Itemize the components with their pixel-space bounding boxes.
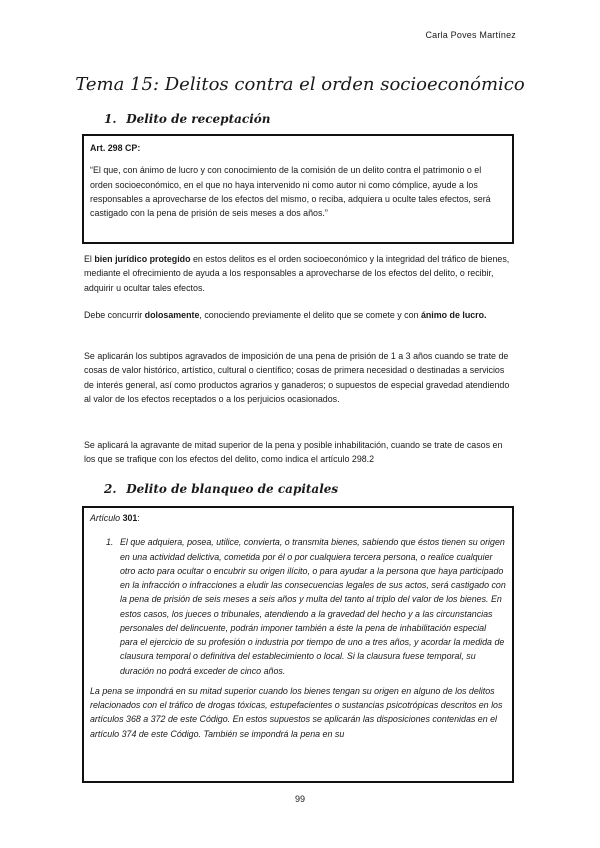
section-1-number: 1. — [104, 112, 117, 126]
section-2-title: Delito de blanqueo de capitales — [126, 482, 339, 496]
list-item — [90, 535, 506, 678]
article-301-closing-text: La pena se impondrá en su mitad superior cuando los bienes tengan su origen en alguno de los delitos relacionados con el tráfico de drogas tóxicas, estupefacientes o sustancias psicotrópicas descritos en los artículos 368 a 372 de este Código. En estos supuestos se aplicarán las disposiciones contenidas en el artículo 374 de este Código. También se impondrá la pena en su — [90, 685, 503, 739]
p1-text-b: en estos delitos es el orden socioeconómico y la integridad del tráfico de bienes, mediante el ofrecimiento de ayuda a los responsables a aprovecharse de los efectos del delito, o recibir, adquirir u ocultar tales efectos. — [84, 254, 510, 293]
page-title: Tema 15: Delitos contra el orden socioeconómico — [75, 74, 525, 95]
list-item-text: El que adquiera, posea, utilice, convierta, o transmita bienes, sabiendo que éstos tienen su origen en una actividad delictiva, cometida por él o por cualquiera tercera persona, o realice cualquier otro acto para ocultar o encubrir su origen ilícito, o para ayudar a la persona que haya participado en la infracción o infracciones a eludir las consecuencias legales de sus actos, será castigado con la pena de prisión de seis meses a seis años y multa del tanto al triplo del valor de los bienes. En estos casos, los jueces o tribunales, atendiendo a la gravedad del hecho y a las circunstancias personales del delincuente, podrán imponer también a éste la pena de inhabilitación especial para el ejercicio de su profesión o industria por tiempo de uno a tres años, y acordar la medida de clausura temporal o definitiva del establecimiento o local. Si la clausura fuese temporal, su duración no podrá exceder de cinco años. — [120, 537, 506, 676]
p2-text-a: Debe concurrir — [84, 310, 145, 320]
article-298-label: Art. 298 CP: — [90, 143, 141, 153]
article-301-number: 301 — [122, 513, 138, 523]
paragraph-subtipos: Se aplicarán los subtipos agravados de imposición de una pena de prisión de 1 a 3 años cuando se trate de cosas de valor histórico, artístico, cultural o científico; cosas de primera necesidad o destinadas a servicios de interés general, así como productos agrarios y ganaderos; o supuestos de especial gravedad atendiendo al valor de los efectos receptados o a los perjuicios ocasionados. — [84, 351, 510, 404]
article-301-list — [90, 535, 506, 678]
article-301-label — [90, 511, 506, 525]
article-301-label-c: : — [137, 513, 140, 523]
p2-bold-1: dolosamente — [144, 310, 200, 320]
article-301-box — [82, 506, 514, 783]
page-number: 99 — [294, 794, 305, 804]
article-301-label-a: Artículo — [90, 513, 123, 523]
p1-text-a: El — [84, 254, 95, 264]
paragraph-dolo — [84, 308, 514, 322]
section-1-heading — [104, 112, 270, 126]
article-298-box — [82, 134, 514, 244]
p2-text-b: , conociendo previamente el delito que se comete y con — [199, 310, 421, 320]
section-2-number: 2. — [104, 482, 117, 496]
article-298-text: “El que, con ánimo de lucro y con conocimiento de la comisión de un delito contra el patrimonio o el orden socioeconómico, en el que no haya intervenido ni como autor ni como cómplice, ayude a los responsables a aprovecharse de los efectos del mismo, o reciba, adquiera u oculte tales efectos, será castigado con la pena de prisión de seis meses a dos años.” — [90, 165, 491, 218]
p2-bold-2: ánimo de lucro. — [420, 310, 487, 320]
list-item-number: 1. — [106, 537, 114, 548]
author-header: Carla Poves Martínez — [425, 30, 516, 40]
section-1-title: Delito de receptación — [126, 112, 271, 126]
paragraph-bien-juridico — [84, 252, 514, 295]
paragraph-agravante: Se aplicará la agravante de mitad superior de la pena y posible inhabilitación, cuando se trate de casos en los que se trafique con los efectos del delito, como indica el artículo 298.2 — [84, 440, 503, 465]
section-2-heading — [104, 482, 338, 496]
p1-bold: bien jurídico protegido — [94, 254, 191, 264]
